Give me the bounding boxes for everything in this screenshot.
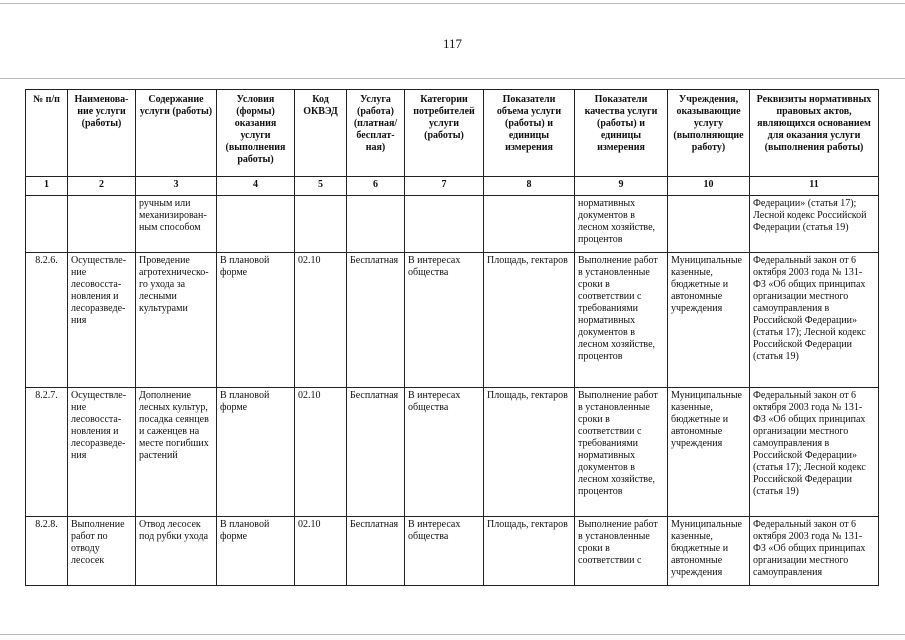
service-content-cell: ручным или механизирован-ным способом	[136, 196, 217, 253]
header-legal-acts: Реквизиты нормативных правовых актов, являющихся основанием для оказания услуги (выполнения работы)	[750, 90, 879, 177]
column-number: 9	[575, 177, 668, 196]
row-number-cell: 8.2.7.	[26, 388, 68, 517]
header-quality-indicators: Показатели качества услуги (работы) и единицы измерения	[575, 90, 668, 177]
consumer-category-cell	[405, 196, 484, 253]
quality-indicator-cell: Выполнение работ в установленные сроки в соответствии с требованиями нормативных документов в лесном хозяйстве, процентов	[575, 253, 668, 388]
column-number: 8	[484, 177, 575, 196]
service-name-cell	[68, 196, 136, 253]
paid-free-cell: Бесплатная	[347, 517, 405, 586]
bottom-edge-rule	[0, 634, 905, 635]
column-number: 2	[68, 177, 136, 196]
header-row	[26, 90, 879, 177]
column-number: 10	[668, 177, 750, 196]
institution-cell: Муниципальные казенные, бюджетные и автономные учреждения	[668, 253, 750, 388]
volume-indicator-cell: Площадь, гектаров	[484, 253, 575, 388]
header-volume-indicators: Показатели объема услуги (работы) и единицы измерения	[484, 90, 575, 177]
column-number: 4	[217, 177, 295, 196]
header-service-content: Содержание услуги (работы)	[136, 90, 217, 177]
header-conditions: Условия (формы) оказания услуги (выполнения работы)	[217, 90, 295, 177]
consumer-category-cell: В интересах общества	[405, 517, 484, 586]
service-content-cell: Проведение агротехническо-го ухода за лесными культурами	[136, 253, 217, 388]
paid-free-cell	[347, 196, 405, 253]
volume-indicator-cell: Площадь, гектаров	[484, 517, 575, 586]
volume-indicator-cell: Площадь, гектаров	[484, 388, 575, 517]
quality-indicator-cell: нормативных документов в лесном хозяйстве, процентов	[575, 196, 668, 253]
header-institutions: Учреждения, оказывающие услугу (выполняющие работу)	[668, 90, 750, 177]
service-content-cell: Отвод лесосек под рубки ухода	[136, 517, 217, 586]
okved-code-cell: 02.10	[295, 517, 347, 586]
legal-act-cell: Федерации» (статья 17); Лесной кодекс Российской Федерации (статья 19)	[750, 196, 879, 253]
header-consumer-categories: Категории потребителей услуги (работы)	[405, 90, 484, 177]
column-number: 3	[136, 177, 217, 196]
table-row-8-2-8	[26, 517, 879, 586]
service-name-cell: Осуществле-ние лесовосста-новления и лесоразведе-ния	[68, 253, 136, 388]
service-content-cell: Дополнение лесных культур, посадка сеянцев и саженцев на месте погибших растений	[136, 388, 217, 517]
okved-code-cell: 02.10	[295, 388, 347, 517]
row-number-cell: 8.2.6.	[26, 253, 68, 388]
paid-free-cell: Бесплатная	[347, 388, 405, 517]
column-number: 1	[26, 177, 68, 196]
institution-cell	[668, 196, 750, 253]
conditions-cell: В плановой форме	[217, 388, 295, 517]
table-row-8-2-6	[26, 253, 879, 388]
page-number: 117	[442, 36, 463, 51]
service-name-cell: Выполнение работ по отводу лесосек	[68, 517, 136, 586]
volume-indicator-cell	[484, 196, 575, 253]
conditions-cell: В плановой форме	[217, 517, 295, 586]
row-number-cell	[26, 196, 68, 253]
table-row-8-2-7	[26, 388, 879, 517]
legal-act-cell: Федеральный закон от 6 октября 2003 года № 131-ФЗ «Об общих принципах организации местного самоуправления	[750, 517, 879, 586]
header-service-name: Наименова-ние услуги (работы)	[68, 90, 136, 177]
column-number: 7	[405, 177, 484, 196]
conditions-cell	[217, 196, 295, 253]
conditions-cell: В плановой форме	[217, 253, 295, 388]
table-row-continuation	[26, 196, 879, 253]
service-name-cell: Осуществле-ние лесовосста-новления и лесоразведе-ния	[68, 388, 136, 517]
consumer-category-cell: В интересах общества	[405, 253, 484, 388]
paid-free-cell: Бесплатная	[347, 253, 405, 388]
column-number: 11	[750, 177, 879, 196]
quality-indicator-cell: Выполнение работ в установленные сроки в соответствии с	[575, 517, 668, 586]
institution-cell: Муниципальные казенные, бюджетные и автономные учреждения	[668, 388, 750, 517]
okved-code-cell: 02.10	[295, 253, 347, 388]
okved-code-cell	[295, 196, 347, 253]
header-paid-free: Услуга (работа) (платная/ бесплат-ная)	[347, 90, 405, 177]
header-number: № п/п	[26, 90, 68, 177]
legal-act-cell: Федеральный закон от 6 октября 2003 года № 131-ФЗ «Об общих принципах организации местного самоуправления в Российской Федерации» (статья 17); Лесной кодекс Российской Федерации (статья 19)	[750, 388, 879, 517]
row-number-cell: 8.2.8.	[26, 517, 68, 586]
consumer-category-cell: В интересах общества	[405, 388, 484, 517]
side-marker-rule	[0, 78, 905, 79]
legal-act-cell: Федеральный закон от 6 октября 2003 года № 131-ФЗ «Об общих принципах организации местного самоуправления в Российской Федерации» (статья 17); Лесной кодекс Российской Федерации (статья 19)	[750, 253, 879, 388]
services-table	[25, 89, 879, 586]
column-number: 6	[347, 177, 405, 196]
top-edge-rule	[0, 3, 905, 4]
quality-indicator-cell: Выполнение работ в установленные сроки в соответствии с требованиями нормативных документов в лесном хозяйстве, процентов	[575, 388, 668, 517]
column-number: 5	[295, 177, 347, 196]
header-okved-code: Код ОКВЭД	[295, 90, 347, 177]
column-number-row	[26, 177, 879, 196]
institution-cell: Муниципальные казенные, бюджетные и автономные учреждения	[668, 517, 750, 586]
